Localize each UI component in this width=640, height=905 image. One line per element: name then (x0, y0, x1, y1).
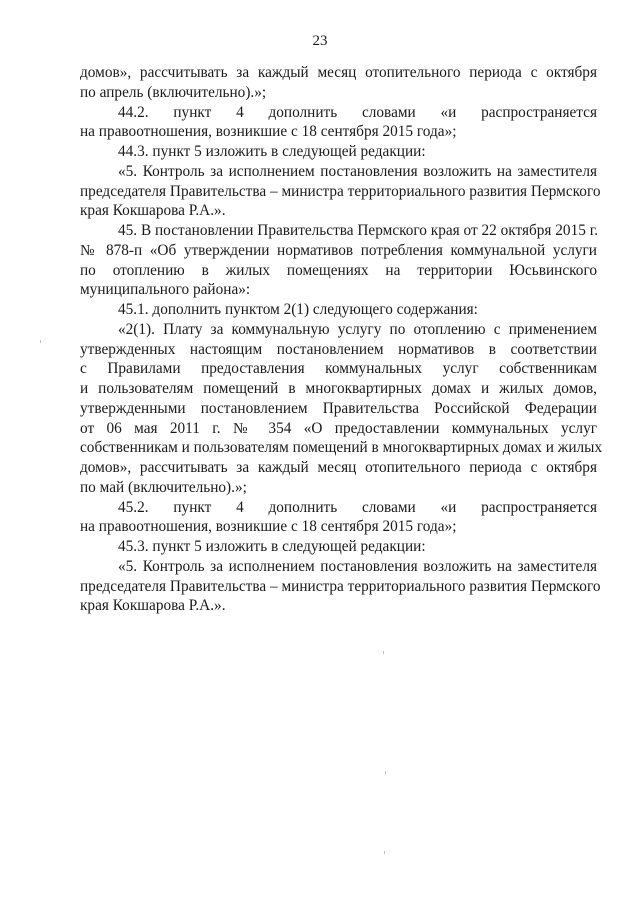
text-line: 45. В постановлении Правительства Пермского края от 22 октября 2015 г. (118, 222, 599, 239)
text-line: на правоотношения, возникшие с 18 сентября 2015 года»; (80, 518, 457, 536)
text-line: муниципального района»: (80, 281, 251, 299)
scan-speck (385, 771, 386, 774)
text-line: по отоплению в жилых помещениях на территории Юсьвинского (80, 261, 597, 279)
text-line: 45.1. дополнить пунктом 2(1) следующего содержания: (118, 301, 478, 318)
document-body (80, 63, 603, 616)
scan-speck (384, 851, 385, 854)
text-line: с Правилами предоставления коммунальных услуг собственникам (80, 360, 597, 378)
text-line: собственникам и пользователям помещений в многоквартирных домах и жилых (80, 439, 603, 457)
text-line: края Кокшарова Р.А.». (80, 202, 226, 220)
text-line: утвержденных настоящим постановлением нормативов в соответствии (80, 340, 597, 358)
scan-speck (40, 340, 41, 343)
text-line: председателя Правительства – министра территориального развития Пермского (80, 182, 601, 200)
text-line: на правоотношения, возникшие с 18 сентября 2015 года»; (80, 123, 457, 141)
text-line: и пользователям помещений в многоквартирных домах и жилых домов, (80, 380, 597, 397)
text-line: 44.3. пункт 5 изложить в следующей редакции: (118, 143, 426, 160)
text-line: 45.3. пункт 5 изложить в следующей редакции: (118, 538, 426, 555)
text-line: 44.2. пункт 4 дополнить словами «и распространяется (118, 103, 597, 121)
text-line: по май (включительно).»; (80, 478, 247, 496)
text-line: «5. Контроль за исполнением постановления возложить на заместителя (118, 162, 597, 180)
text-line: «2(1). Плату за коммунальную услугу по отоплению с применением (118, 320, 597, 338)
text-line: 45.2. пункт 4 дополнить словами «и распространяется (118, 498, 597, 516)
text-line: домов», рассчитывать за каждый месяц отопительного периода с октября (80, 64, 597, 81)
page-number: 23 (312, 33, 328, 49)
text-line: домов», рассчитывать за каждый месяц отопительного периода с октября (80, 459, 597, 476)
text-line: «5. Контроль за исполнением постановления возложить на заместителя (118, 557, 597, 575)
text-line: № 878-п «Об утверждении нормативов потребления коммунальной услуги (80, 241, 597, 259)
text-line: по апрель (включительно).»; (80, 83, 267, 101)
text-line: утвержденными постановлением Правительства Российской Федерации (80, 399, 597, 417)
scan-speck (383, 651, 384, 654)
text-line: от 06 мая 2011 г. № 354 «О предоставлении коммунальных услуг (80, 419, 597, 437)
text-line: председателя Правительства – министра территориального развития Пермского (80, 577, 601, 595)
text-line: края Кокшарова Р.А.». (80, 597, 226, 615)
